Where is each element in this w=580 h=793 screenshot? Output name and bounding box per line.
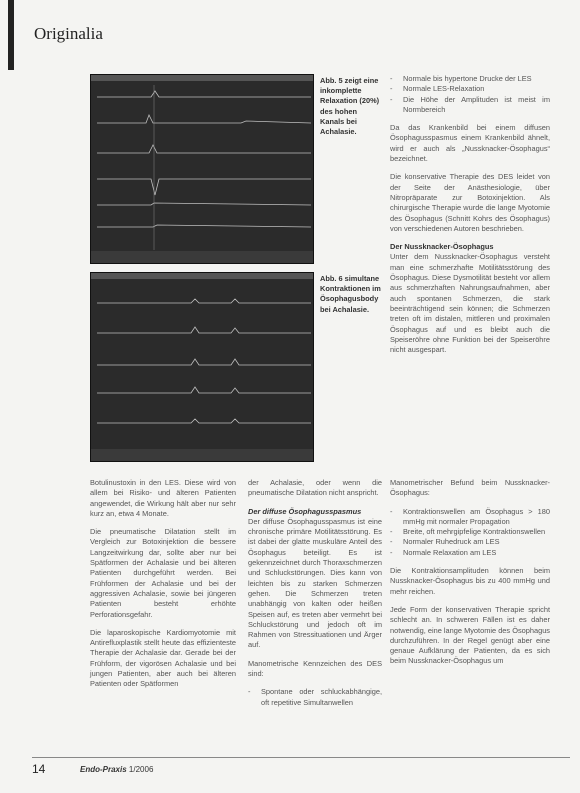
paragraph: Der diffuse Ösophagusspasmus ist eine chronische primäre Motilitätsstörung. Es ist dabei der glatte muskuläre Anteil des Ösophagus beteiligt. Es ist gekennzeichnet durch Thoraxschmerzen und Schluckstörungen. Dies kann von leichten bis zu starken Schmerzen gehen. Die Schmerzen treten unabhängig von kalten oder heißen Speisen auf, es treten aber vermehrt bei Schluckstörung und jedoch oft im Rahmen von Stressituationen und Ärger auf. [248, 516, 382, 650]
section-marker-bar [8, 0, 14, 70]
list-item: - Normaler Ruhedruck am LES [390, 537, 550, 547]
list-item: - Die Höhe der Amplituden ist meist im Normbereich [390, 95, 550, 116]
section-heading-des: Der diffuse Ösophagusspasmus [248, 506, 362, 516]
journal-issue: 1/2006 [128, 765, 154, 774]
paragraph: Da das Krankenbild bei einem diffusen Ösophagusspasmus einem Krankenbild ähnelt, wird er auch als „Nussknacker-Ösophagus“ bezeichnet. [390, 123, 550, 164]
paragraph: Manometrischer Befund beim Nussknacker-Ösophagus: [390, 478, 550, 498]
column-2 [248, 478, 382, 708]
list-item: - Normale bis hypertone Drucke der LES [390, 74, 550, 84]
footer-rule [32, 757, 570, 758]
paragraph: Die pneumatische Dilatation stellt im Vergleich zur Botoxinjektion die bessere Langzeitwirkung dar, sollte aber nur bei Spätformen der Achalasie und bei älteren Patienten durchgeführt werden. Bei Frühformen der Achalasie und bei der aggressiven Achalasie, sowie bei jüngeren Patienten besteht erhöhte Perforationsgefahr. [90, 527, 236, 619]
column-3 [390, 478, 550, 667]
list-item: - Kontraktionswellen am Ösophagus > 180 mmHg mit normaler Propagation [390, 507, 550, 528]
journal-name: Endo-Praxis [80, 765, 127, 774]
paragraph: Die Kontraktionsamplituden können beim Nussknacker-Ösophagus bis zu 400 mmHg und mehr reichen. [390, 566, 550, 596]
nutcracker-criteria-list [390, 507, 550, 558]
figure-6-caption: Abb. 6 simultane Kontraktionen im Ösophagusbody bei Achalasie. [320, 274, 381, 314]
right-column-upper [390, 74, 550, 355]
paragraph: Die laparoskopische Kardiomyotomie mit Antirefluxplastik stellt heute das effizienteste Therapie der Achalasie dar. Gerade bei der Frühform, der vigorösen Achalasie und bei jungen Patienten, aber auch bei älteren Patienten oder Spätformen [90, 627, 236, 689]
figure-6-tracing [91, 273, 313, 461]
paragraph: Manometrische Kennzeichen des DES sind: [248, 658, 382, 679]
figure-6-manometry [90, 272, 314, 462]
figure-5-tracing [91, 75, 313, 263]
figure-5-manometry [90, 74, 314, 264]
paragraph: Die konservative Therapie des DES leidet von der Seite der Anästhesiologie, über Nitropräparate zur Botoxinjektion. Als chirurgische Therapie wurde die lange Myotomie des Ösophagus (Schnitt Kohrs des Ösophagus) von verschiedenen Autoren beschrieben. [390, 172, 550, 233]
des-criteria-list [248, 687, 382, 708]
paragraph: Unter dem Nussknacker-Ösophagus versteht man eine schmerzhafte Motilitätsstörung des Ösophagus. Diese Dysmotilität besteht vor allem aus schmerzhaften Nahrungsaufnahmen, aber auch spontanen Schmerzen, die stark beeinträchtigend sein können; die Schmerzen treten oft im distalen, mittleren und proximalen Ösophagus auf und es bleibt auch die Speiseröhre ohne Funktion bei der Speiseröhre nicht ausgespart. [390, 252, 550, 355]
paragraph: Botulinustoxin in den LES. Diese wird von allem bei Risiko- und älteren Patienten angewendet, die Wirkung hält aber nur sehr kurz an, etwa 4 Monate. [90, 478, 236, 518]
section-heading-nutcracker: Der Nussknacker-Ösophagus [390, 242, 494, 252]
list-item: - Normale LES-Relaxation [390, 84, 550, 94]
list-item: - Breite, oft mehrgipfelige Kontraktionswellen [390, 527, 550, 537]
des-criteria-list-continued [390, 74, 550, 115]
figure-5-caption: Abb. 5 zeigt eine inkomplette Relaxation (20%) des hohen Kanals bei Achalasie. [320, 76, 380, 137]
page-number: 14 [32, 762, 46, 776]
journal-reference [80, 765, 153, 774]
paragraph: der Achalasie, oder wenn die pneumatische Dilatation nicht anspricht. [248, 478, 382, 498]
section-title: Originalia [34, 24, 103, 43]
paragraph: Jede Form der konservativen Therapie spricht schlecht an. In schweren Fällen ist es daher notwendig, eine lange Myotomie des Ösophagus durchzuführen. In der Regel genügt aber eine genaue Aufklärung der Patienten, da es sich beim Nussknacker-Ösophagus um [390, 604, 550, 666]
list-item: - Normale Relaxation am LES [390, 548, 550, 558]
column-1 [90, 478, 236, 690]
list-item: - Spontane oder schluckabhängige, oft repetitive Simultanwellen [248, 687, 382, 708]
